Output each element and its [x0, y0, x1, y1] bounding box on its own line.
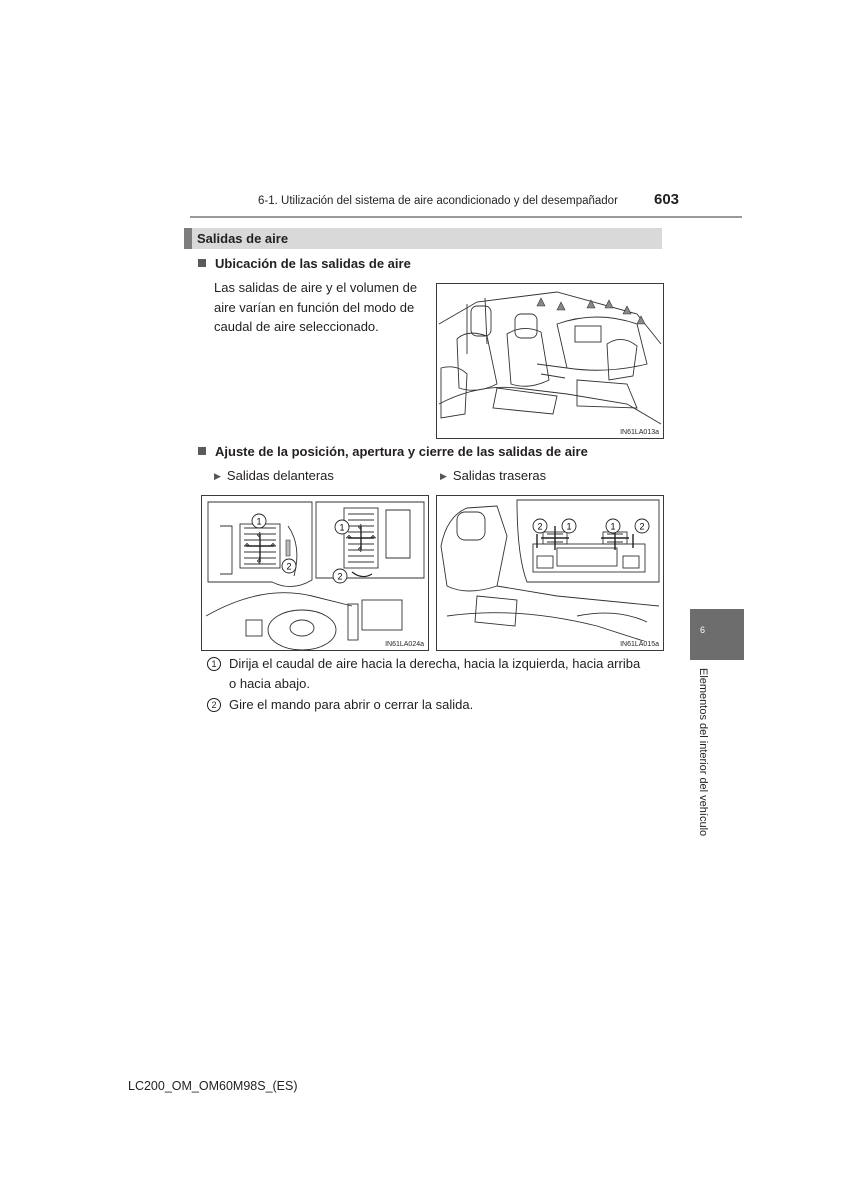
- section-title: Salidas de aire: [197, 231, 289, 246]
- location-line-1: Las salidas de aire y el volumen de: [214, 280, 418, 295]
- header-rule: [190, 216, 742, 218]
- callout-2: 2: [337, 571, 343, 582]
- front-outlets-label: [214, 468, 334, 483]
- note-1-line-2: o hacia abajo.: [229, 675, 310, 691]
- rear-outlets-illustration: [437, 496, 663, 650]
- rear-outlets-label: [440, 468, 546, 483]
- footer-code: LC200_OM_OM60M98S_(ES): [128, 1079, 298, 1093]
- front-outlets-figure: [201, 495, 429, 651]
- section-accent: [184, 228, 192, 249]
- callout-2: 2: [286, 561, 292, 572]
- section-title-bar: [184, 228, 662, 249]
- location-heading: [198, 256, 411, 271]
- chapter-number: 6: [700, 625, 706, 635]
- note-1: [207, 654, 663, 693]
- rear-outlets-figure: [436, 495, 664, 651]
- bullet-square-icon: [198, 259, 206, 267]
- location-line-2: aire varían en función del modo de: [214, 299, 415, 315]
- chapter-tab: [690, 609, 744, 660]
- figure-id: IN61LA013a: [620, 429, 659, 436]
- callout-1: 1: [610, 521, 616, 532]
- adjust-heading-text: Ajuste de la posición, apertura y cierre de las salidas de aire: [215, 444, 588, 459]
- location-text: [214, 278, 417, 337]
- note-marker: 1: [207, 657, 221, 671]
- figure-id: IN61LA024a: [385, 641, 424, 648]
- callout-2: 2: [639, 521, 645, 532]
- front-outlets-illustration: [202, 496, 428, 650]
- note-1-line-1: Dirija el caudal de aire hacia la derecha, hacia la izquierda, hacia arriba: [229, 656, 641, 671]
- page-number: 603: [654, 191, 680, 208]
- note-marker: 2: [207, 698, 221, 712]
- callout-1: 1: [256, 516, 262, 527]
- callout-2: 2: [537, 521, 543, 532]
- adjust-heading: [198, 444, 588, 459]
- location-heading-text: Ubicación de las salidas de aire: [215, 256, 411, 271]
- interior-figure: [436, 283, 664, 439]
- note-2: [207, 695, 663, 715]
- bullet-square-icon: [198, 447, 206, 455]
- callout-1: 1: [566, 521, 572, 532]
- figure-id: IN61LA015a: [620, 641, 659, 648]
- running-header: 6-1. Utilización del sistema de aire acondicionado y del desempañador: [258, 195, 618, 207]
- front-outlets-text: Salidas delanteras: [226, 468, 334, 483]
- triangle-right-icon: ▶: [214, 471, 221, 481]
- triangle-right-icon: ▶: [440, 471, 447, 481]
- callout-1: 1: [339, 522, 345, 533]
- chapter-label: Elementos del interior del vehículo: [697, 668, 709, 837]
- note-2-text: Gire el mando para abrir o cerrar la salida.: [229, 697, 474, 712]
- location-line-3: caudal de aire seleccionado.: [214, 319, 379, 334]
- vehicle-interior-illustration: [437, 284, 663, 438]
- rear-outlets-text: Salidas traseras: [452, 468, 547, 483]
